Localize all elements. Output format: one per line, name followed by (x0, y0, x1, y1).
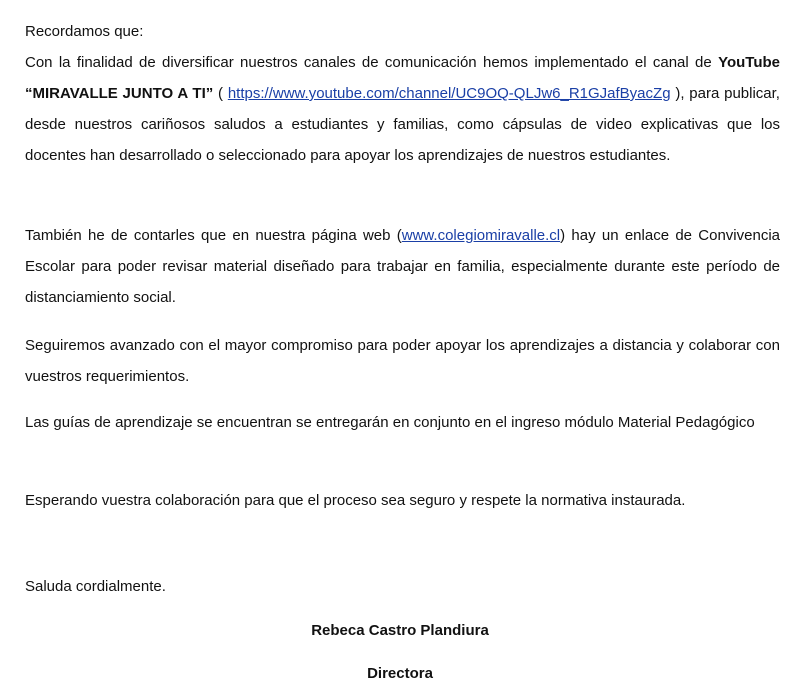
p1-paren-open: ( (213, 85, 228, 102)
p2-text-before: También he de contarles que en nuestra página web ( (25, 227, 402, 244)
youtube-channel-link[interactable]: https://www.youtube.com/channel/UC9OQ-QLJw6_R1GJafByacZg (227, 85, 671, 102)
p1-paren-close: ), (670, 85, 685, 102)
p1-text-after: para publicar, desde nuestros cariñosos saludos a estudiantes y familias, como cápsulas de video explicativas que los docentes han desarrollado o seleccionado para apoyar los aprendizajes de nuestros estudiantes. (25, 85, 780, 164)
paragraph-guides: Las guías de aprendizaje se encuentran se entregarán en conjunto en el ingreso módulo Material Pedagógico (25, 414, 755, 431)
paragraph-website (25, 220, 780, 313)
p2-text-after: ) hay un enlace de Convivencia Escolar para poder revisar material diseñado para trabajar en familia, especialmente durante este período de distanciamiento social. (25, 227, 780, 306)
closing-line: Saluda cordialmente. (25, 578, 166, 595)
signature-name: Rebeca Castro Plandiura (311, 622, 489, 639)
paragraph-commitment: Seguiremos avanzado con el mayor compromiso para poder apoyar los aprendizajes a distancia y colaborar con vuestros requerimientos. (25, 337, 780, 385)
school-website-link[interactable]: www.colegiomiravalle.cl (401, 227, 561, 244)
signature-title: Directora (367, 665, 433, 682)
p1-text-before: Con la finalidad de diversificar nuestros canales de comunicación hemos implementado el canal de (25, 54, 712, 71)
paragraph-collaboration: Esperando vuestra colaboración para que el proceso sea seguro y respete la normativa instaurada. (25, 492, 686, 509)
intro-line: Recordamos que: (25, 23, 144, 40)
paragraph-youtube (25, 47, 780, 171)
youtube-channel-name: YouTube “MIRAVALLE JUNTO A TI” (25, 54, 780, 102)
